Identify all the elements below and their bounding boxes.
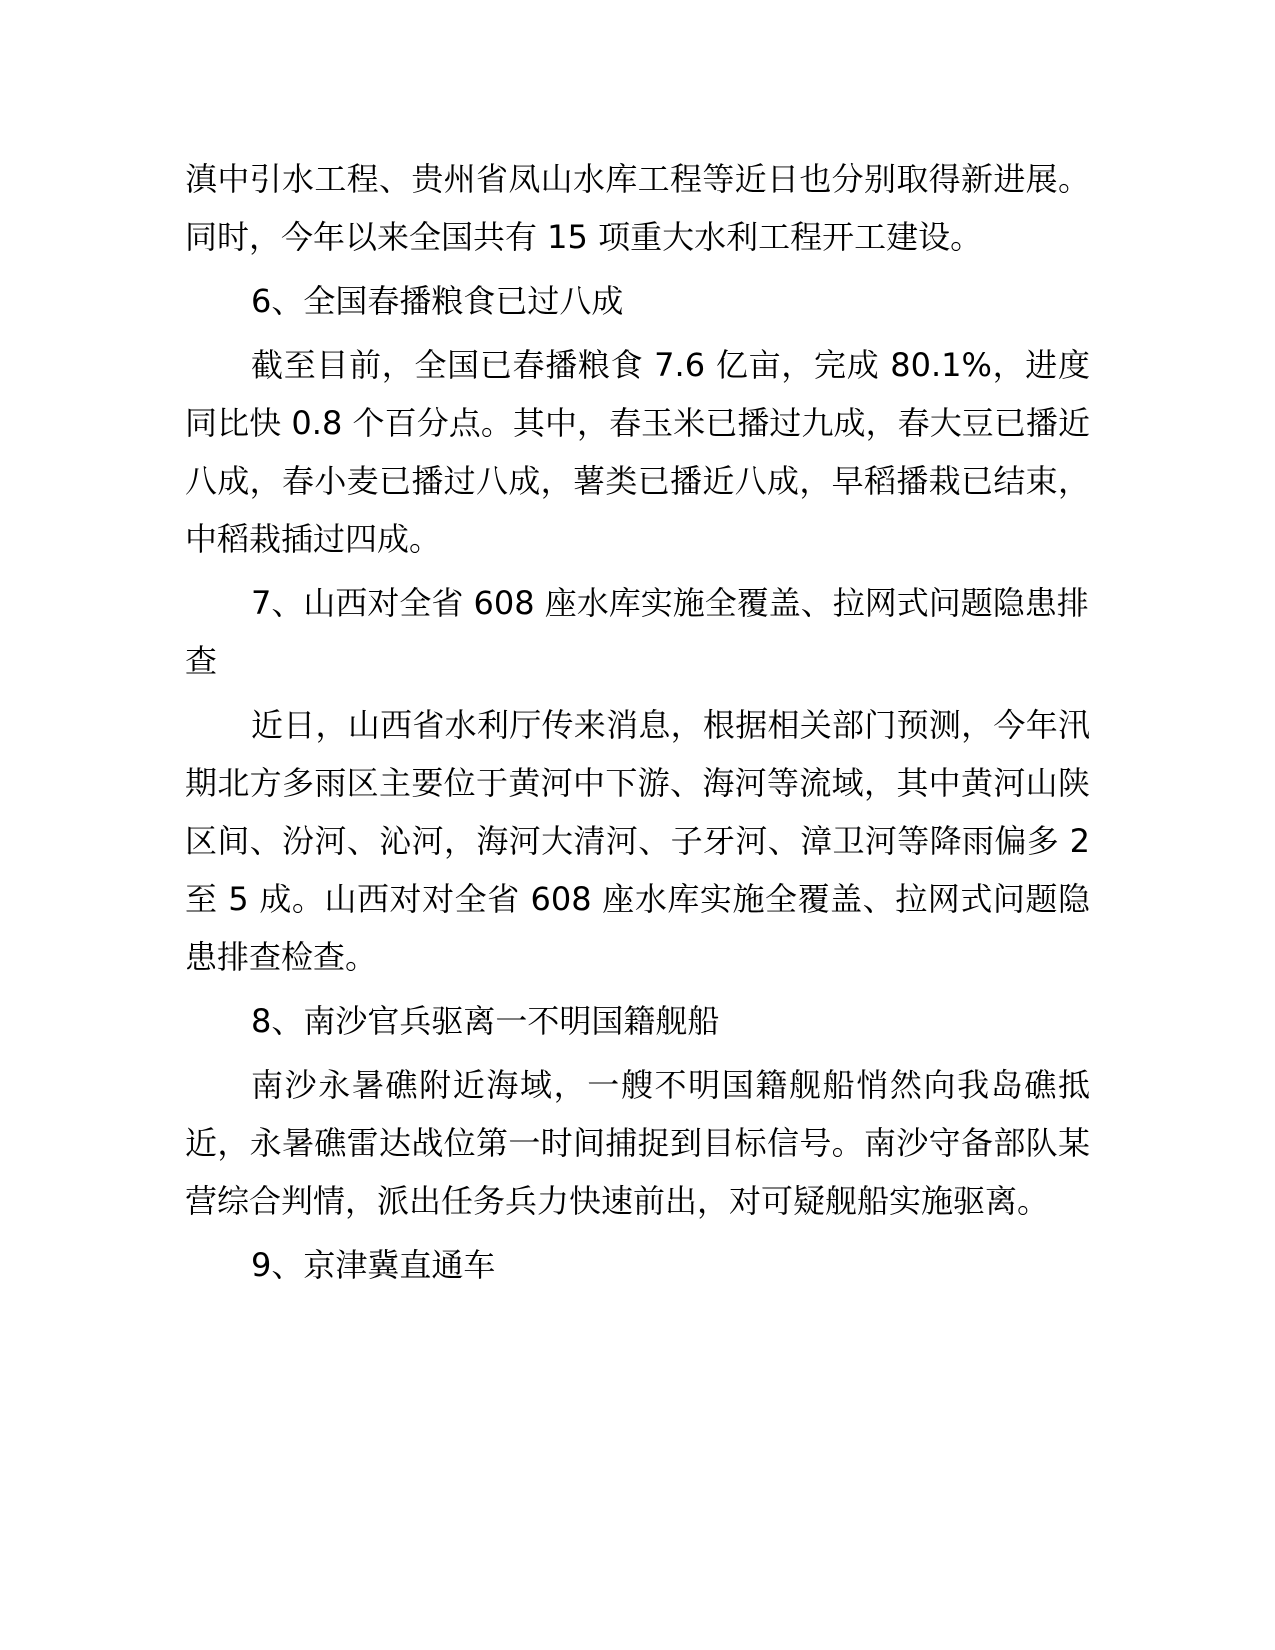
paragraph-section-7: 近日，山西省水利厅传来消息，根据相关部门预测，今年汛期北方多雨区主要位于黄河中下游、海河等流域，其中黄河山陕区间、汾河、沁河，海河大清河、子牙河、漳卫河等降雨偏多 2 至 5 成。山西对对全省 608 座水库实施全覆盖、拉网式问题隐患排查检查。 [185,706,1090,976]
document-body [185,150,1090,1294]
section-heading-9: 9、京津冀直通车 [251,1246,496,1284]
section-heading-7: 7、山西对全省 608 座水库实施全覆盖、拉网式问题隐患排查 [185,584,1089,680]
section-heading-6: 6、全国春播粮食已过八成 [251,282,624,320]
paragraph-continued: 滇中引水工程、贵州省凤山水库工程等近日也分别取得新进展。同时，今年以来全国共有 15 项重大水利工程开工建设。 [185,160,1090,256]
paragraph-section-6: 截至目前，全国已春播粮食 7.6 亿亩，完成 80.1%，进度同比快 0.8 个百分点。其中，春玉米已播过九成，春大豆已播近八成，春小麦已播过八成，薯类已播近八成，早稻播栽已结束，中稻栽插过四成。 [185,346,1090,558]
paragraph-section-8: 南沙永暑礁附近海域，一艘不明国籍舰船悄然向我岛礁抵近，永暑礁雷达战位第一时间捕捉到目标信号。南沙守备部队某营综合判情，派出任务兵力快速前出，对可疑舰船实施驱离。 [185,1066,1090,1220]
section-heading-8: 8、南沙官兵驱离一不明国籍舰船 [251,1002,720,1040]
